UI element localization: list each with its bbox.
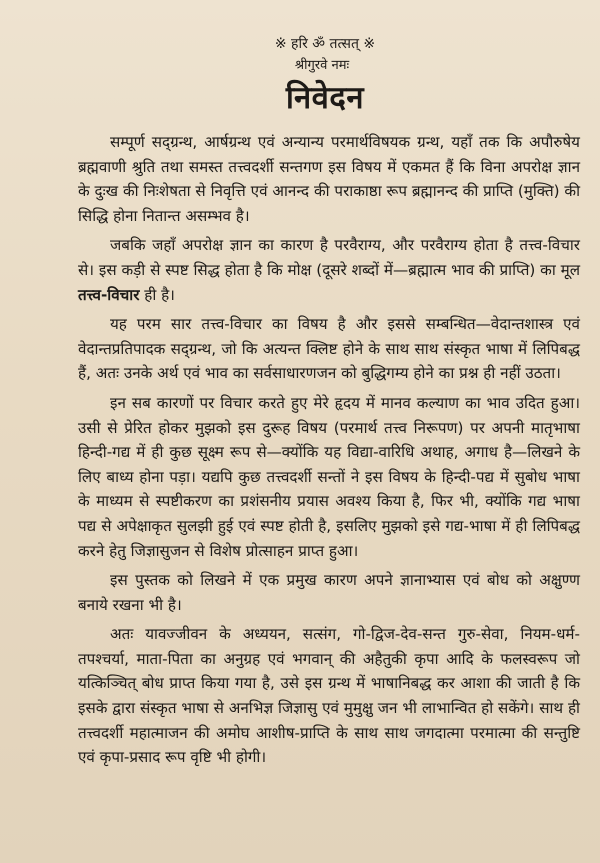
paragraph-6: अतः यावज्जीवन के अध्ययन, सत्संग, गो-द्विज-देव-सन्त गुरु-सेवा, नियम-धर्म-तपश्चर्या, माता-पिता का अनुग्रह एवं भगवान् की अहैतुकी कृपा आदि के फलस्वरूप जो यत्किञ्चित् बोध प्राप्त किया गया है, उसे इस ग्रन्थ में भाषानिबद्ध कर आशा की जाती है कि इसके द्वारा संस्कृत भाषा से अनभिज्ञ जिज्ञासु एवं मुमुक्षु जन भी लाभान्वित हो सकेंगे। साथ ही तत्त्वदर्शी महात्माजन की अमोघ आशीष-प्राप्ति के साथ साथ जगदात्मा परमात्मा की सन्तुष्टि एवं कृपा-प्रसाद रूप वृष्टि भी होगी। bbox=[78, 625, 580, 767]
paragraph-2-end: ही है। bbox=[139, 285, 175, 304]
paragraph-2-text: जबकि जहाँ अपरोक्ष ज्ञान का कारण है परवैराग्य, और परवैराग्य होता है तत्त्व-विचार से। इस कड़ी से स्पष्ट सिद्ध होता है कि मोक्ष (दूसरे शब्दों में—ब्रह्मात्म भाव की प्राप्ति) का मूल bbox=[78, 236, 580, 279]
paragraph-4: इन सब कारणों पर विचार करते हुए मेरे हृदय में मानव कल्याण का भाव उदित हुआ। उसी से प्रेरित होकर मुझको इस दुरूह विषय (परमार्थ तत्त्व निरूपण) पर अपनी मातृभाषा हिन्दी-गद्य में ही कुछ सूक्ष्म रूप से—क्योंकि यह विद्या-वारिधि अथाह, अगाध है—लिखने के लिए बाध्य होना पड़ा। यद्यपि कुछ तत्त्वदर्शी सन्तों ने इस विषय के हिन्दी-पद्य में सुबोध भाषा के माध्यम से स्पष्टीकरण का प्रशंसनीय प्रयास अवश्य किया है, फिर भी, क्योंकि गद्य भाषा पद्य से अपेक्षाकृत सुलझी हुई एवं स्पष्ट होती है, इसलिए मुझको इसे गद्य-भाषा में ही लिपिबद्ध करने हेतु जिज्ञासुजन से विशेष प्रोत्साहन प्राप्त हुआ। bbox=[78, 393, 580, 560]
paragraph-3: यह परम सार तत्त्व-विचार का विषय है और इससे सम्बन्धित—वेदान्तशास्त्र एवं वेदान्तप्रतिपादक सद्ग्रन्थ, जो कि अत्यन्त क्लिष्ट होने के साथ साथ संस्कृत भाषा में लिपिबद्ध हैं, अतः उनके अर्थ एवं भाव का सर्वसाधारणजन को बुद्धिगम्य होने का प्रश्न ही नहीं उठता। bbox=[78, 315, 580, 383]
emphasis-tattva-vichar: तत्त्व-विचार bbox=[78, 285, 140, 304]
salutation-line: श्रीगुरवे नमः bbox=[294, 58, 350, 73]
paragraph-5: इस पुस्तक को लिखने में एक प्रमुख कारण अपने ज्ञानाभ्यास एवं बोध को अक्षुण्ण बनाये रखना भी है। bbox=[78, 571, 580, 614]
paragraph-1: सम्पूर्ण सद्ग्रन्थ, आर्षग्रन्थ एवं अन्यान्य परमार्थविषयक ग्रन्थ, यहाँ तक कि अपौरुषेय ब्रह्मवाणी श्रुति तथा समस्त तत्त्वदर्शी सन्तगण इस विषय में एकमत हैं कि विना अपरोक्ष ज्ञान के दुःख की निःशेषता से निवृत्ति एवं आनन्द की पराकाष्ठा रूप ब्रह्मानन्द की प्राप्ति (मुक्ति) की सिद्धि होना नितान्त असम्भव है। bbox=[78, 133, 580, 225]
paragraph-2 bbox=[78, 233, 580, 307]
page-title: निवेदन bbox=[285, 80, 365, 116]
invocation-line: ※ हरि ॐ तत्सत् ※ bbox=[274, 36, 376, 52]
